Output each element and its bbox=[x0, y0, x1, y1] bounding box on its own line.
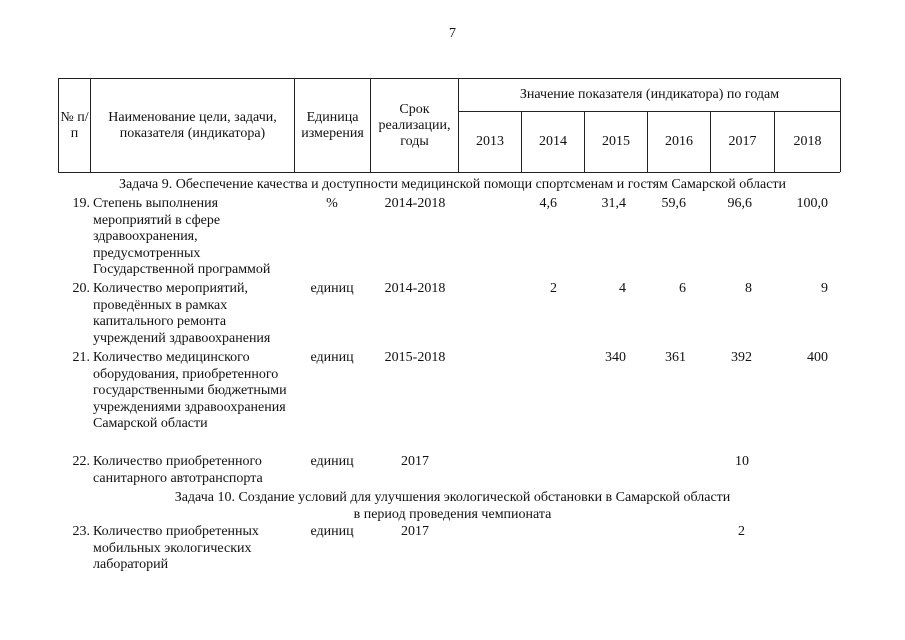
row-value-2016: 6 bbox=[679, 281, 686, 296]
row-term: 2014-2018 bbox=[384, 196, 446, 211]
row-unit: единиц bbox=[310, 350, 354, 365]
header-term: Срок реализации, годы bbox=[378, 101, 451, 149]
row-term: 2015-2018 bbox=[384, 350, 446, 365]
row-value-2018: 400 bbox=[807, 350, 828, 365]
header-name: Наименование цели, задачи, показателя (индикатора) bbox=[108, 109, 277, 141]
row-unit: единиц bbox=[310, 454, 354, 469]
row-value-2015: 31,4 bbox=[601, 196, 626, 211]
row-num: 21. bbox=[72, 350, 90, 365]
row-unit: % bbox=[326, 196, 338, 211]
row-value-2017: 392 bbox=[731, 350, 752, 365]
header-unit: Единица измерения bbox=[301, 109, 364, 141]
row-num: 22. bbox=[72, 454, 90, 469]
row-value-2018: 9 bbox=[821, 281, 828, 296]
row-value-2017: 96,6 bbox=[727, 196, 752, 211]
header-num: № п/п bbox=[60, 109, 89, 141]
header-year: 2014 bbox=[539, 134, 567, 149]
row-term: 2017 bbox=[401, 524, 429, 539]
row-value-2018: 100,0 bbox=[796, 196, 828, 211]
header-values-title: Значение показателя (индикатора) по годам bbox=[519, 87, 780, 102]
task-9-title: Задача 9. Обеспечение качества и доступности медицинской помощи спортсменам и гостям Самарской области bbox=[118, 177, 787, 192]
row-unit: единиц bbox=[310, 524, 354, 539]
row-value-2016: 361 bbox=[665, 350, 686, 365]
header-year: 2015 bbox=[602, 134, 630, 149]
row-name: Количество приобретенных мобильных экологических лабораторий bbox=[93, 524, 259, 572]
row-value-2015: 340 bbox=[605, 350, 626, 365]
task-10-title: Задача 10. Создание условий для улучшения экологической обстановки в Самарской области bbox=[174, 490, 731, 505]
row-num: 20. bbox=[72, 281, 90, 296]
row-name: Количество мероприятий, проведённых в рамках капитального ремонта учреждений здравоохранения bbox=[93, 281, 271, 346]
row-value-2017: 8 bbox=[745, 281, 752, 296]
page-number: 7 bbox=[449, 26, 456, 41]
header-year: 2018 bbox=[793, 134, 822, 149]
row-name: Количество медицинского оборудования, приобретенного государственными бюджетными учреждениями здравоохранения Самарской области bbox=[93, 350, 287, 431]
header-year: 2013 bbox=[476, 134, 504, 149]
row-name: Степень выполнения мероприятий в сфере здравоохранения, предусмотренных Государственной программой bbox=[93, 196, 271, 277]
row-term: 2017 bbox=[401, 454, 429, 469]
row-term: 2014-2018 bbox=[384, 281, 446, 296]
row-value-2017: 2 bbox=[738, 524, 745, 539]
header-year: 2016 bbox=[665, 134, 693, 149]
row-value-2014: 4,6 bbox=[539, 196, 557, 211]
row-value-2015: 4 bbox=[619, 281, 626, 296]
row-num: 19. bbox=[72, 196, 90, 211]
task-10-subtitle: в период проведения чемпионата bbox=[353, 507, 552, 522]
row-name: Количество приобретенного санитарного автотранспорта bbox=[93, 454, 263, 486]
row-unit: единиц bbox=[310, 281, 354, 296]
row-num: 23. bbox=[72, 524, 90, 539]
header-year: 2017 bbox=[728, 134, 757, 149]
row-value-2017: 10 bbox=[735, 454, 749, 469]
row-value-2016: 59,6 bbox=[661, 196, 686, 211]
row-value-2014: 2 bbox=[550, 281, 557, 296]
